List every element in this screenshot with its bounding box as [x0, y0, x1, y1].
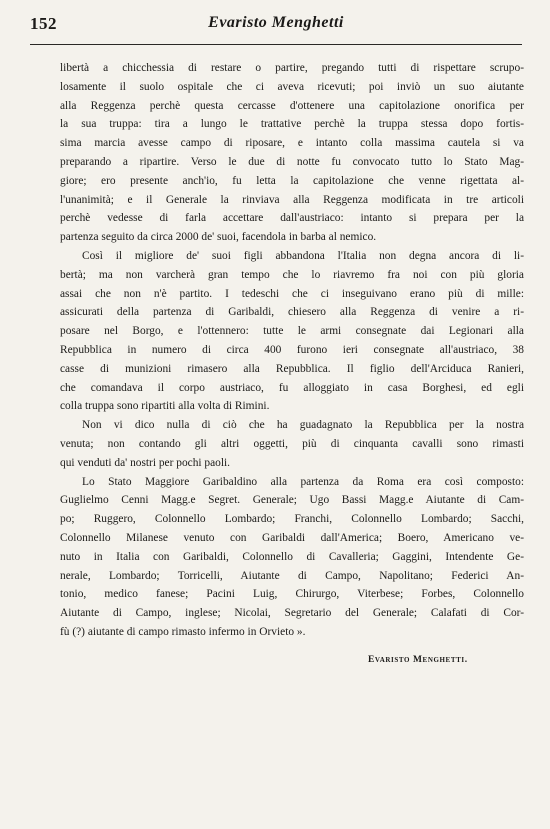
text-line: bertà; ma non varcherà gran tempo che lo riavremo fra noi con più gloria	[60, 268, 524, 281]
text-line: Così il migliore de' suoi figli abbandona l'Italia non degna ancora di li-	[82, 249, 524, 262]
text-line: nerale, Lombardo; Torricelli, Aiutante di Campo, Napolitano; Federici An-	[60, 569, 524, 582]
text-line: libertà a chicchessia di restare o partire, pregando tutti di rispettare scrupo-	[60, 62, 524, 74]
text-line: Non vi dico nulla di ciò che ha guadagnato la Repubblica per la nostra	[82, 419, 524, 432]
text-line: Aiutante di Campo, inglese; Nicolai, Segretario del Generale; Calafati di Cor-	[60, 607, 524, 620]
author-signature: Evaristo Menghetti.	[368, 655, 468, 665]
text-line: venuta; non contando gli altri oggetti, più di cinquanta cavalli sono rimasti	[60, 437, 524, 450]
running-title: Evaristo Menghetti	[208, 14, 344, 31]
text-line: casse di munizioni rimasero alla Repubblica. Il figlio dell'Arciduca Ranieri,	[60, 362, 524, 375]
paragraph-3	[60, 416, 524, 472]
page-number: 152	[30, 14, 57, 33]
paragraph-1	[60, 59, 524, 247]
text-line: colla truppa sono ripartiti alla volta di Rimini.	[60, 400, 270, 413]
paragraph-4	[60, 473, 524, 642]
text-line: perchè vedesse di farla accettare dall'austriaco: intanto si prepara per la	[60, 212, 524, 225]
text-line: assai che non n'è partito. I tedeschi che ci inseguivano erano più di mille:	[60, 287, 524, 300]
text-line: fù (?) aiutante di campo rimasto infermo in Orvieto ».	[60, 625, 306, 638]
text-line: alla Reggenza perchè questa cercasse d'ottenere una capitolazione onorifica per	[60, 99, 524, 112]
text-line: po; Ruggero, Colonnello Lombardo; Franchi, Colonnello Lombardo; Sacchi,	[60, 513, 524, 526]
text-line: Repubblica in numero di circa 400 furono ieri consegnate all'austriaco, 38	[60, 343, 524, 356]
paragraph-2	[60, 247, 524, 416]
text-line: losamente il suolo ospitale che ci aveva ricevuti; poi inviò un suo aiutante	[60, 80, 524, 93]
text-line: qui venduti da' nostri per pochi paoli.	[60, 456, 231, 469]
text-line: sima marcia avesse campo di riposare, e intanto colla massima cautela si va	[60, 137, 524, 150]
body-text	[60, 59, 524, 642]
text-line: partenza seguito da circa 2000 de' suoi, facendola in barba al nemico.	[60, 231, 377, 244]
text-line: assicurati della partenza di Garibaldi, chiesero alla Reggenza di venire a ri-	[60, 306, 524, 319]
text-line: che comandava il corpo austriaco, fu alloggiato in casa Borghesi, ed egli	[60, 381, 524, 394]
text-line: Colonnello Milanese venuto con Garibaldi dall'America; Boero, Americano ve-	[60, 531, 524, 544]
text-line: Guglielmo Cenni Magg.e Segret. Generale; Ugo Bassi Magg.e Aiutante di Cam-	[60, 494, 524, 507]
text-line: Lo Stato Maggiore Garibaldino alla partenza da Roma era così composto:	[82, 475, 524, 488]
text-line: tonio, medico fanese; Pacini Luig, Chirurgo, Viterbese; Forbes, Colonnello	[60, 588, 524, 601]
text-line: la sua truppa: tira a lungo le trattative perchè la truppa stessa dopo fortis-	[60, 118, 524, 131]
text-line: nuto in Italia con Garibaldi, Colonnello di Cavalleria; Gaggini, Intendente Ge-	[60, 550, 524, 563]
page-header	[30, 12, 522, 45]
text-line: posare nel Borgo, e l'ottennero: tutte le armi consegnate dai Legionari alla	[60, 325, 524, 338]
text-line: preparando a ripartire. Verso le due di notte fu convocato tutto lo Stato Mag-	[60, 155, 524, 168]
text-line: l'unanimità; e il Generale la rinviava alla Reggenza modificata in tre articoli	[60, 193, 524, 206]
text-line: giore; ero presente anch'io, fu letta la capitolazione che venne rigettata al-	[60, 174, 524, 187]
